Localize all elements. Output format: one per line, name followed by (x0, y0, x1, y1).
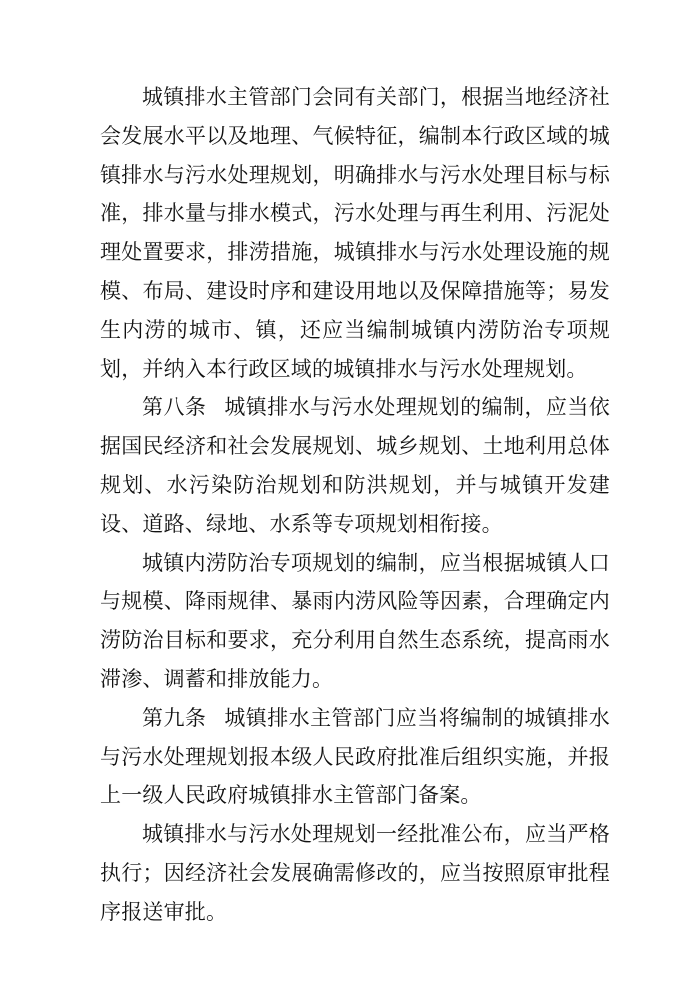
paragraph (100, 815, 610, 931)
paragraph-text: 城镇排水与污水处理规划的编制，应当依据国民经济和社会发展规划、城乡规划、土地利用总体规划、水污染防治规划和防洪规划，并与城镇开发建设、道路、绿地、水系等专项规划相衔接。 (100, 395, 610, 536)
paragraph-text: 城镇排水主管部门应当将编制的城镇排水与污水处理规划报本级人民政府批准后组织实施，并报上一级人民政府城镇排水主管部门备案。 (100, 705, 610, 808)
paragraph (100, 78, 610, 388)
paragraph-article-9 (100, 699, 610, 815)
paragraph-text: 城镇排水与污水处理规划一经批准公布，应当严格执行；因经济社会发展确需修改的，应当按照原审批程序报送审批。 (100, 822, 610, 924)
paragraph-article-8 (100, 388, 610, 543)
paragraph (100, 544, 610, 699)
article-number: 第八条 (142, 395, 207, 420)
article-number: 第九条 (142, 705, 207, 730)
paragraph-text: 城镇排水主管部门会同有关部门，根据当地经济社会发展水平以及地理、气候特征，编制本行政区域的城镇排水与污水处理规划，明确排水与污水处理目标与标准，排水量与排水模式，污水处理与再生利用、污泥处理处置要求，排涝措施，城镇排水与污水处理设施的规模、布局、建设时序和建设用地以及保障措施等；易发生内涝的城市、镇，还应当编制城镇内涝防治专项规划，并纳入本行政区域的城镇排水与污水处理规划。 (100, 85, 610, 381)
paragraph-text: 城镇内涝防治专项规划的编制，应当根据城镇人口与规模、降雨规律、暴雨内涝风险等因素，合理确定内涝防治目标和要求，充分利用自然生态系统，提高雨水滞渗、调蓄和排放能力。 (100, 550, 610, 691)
